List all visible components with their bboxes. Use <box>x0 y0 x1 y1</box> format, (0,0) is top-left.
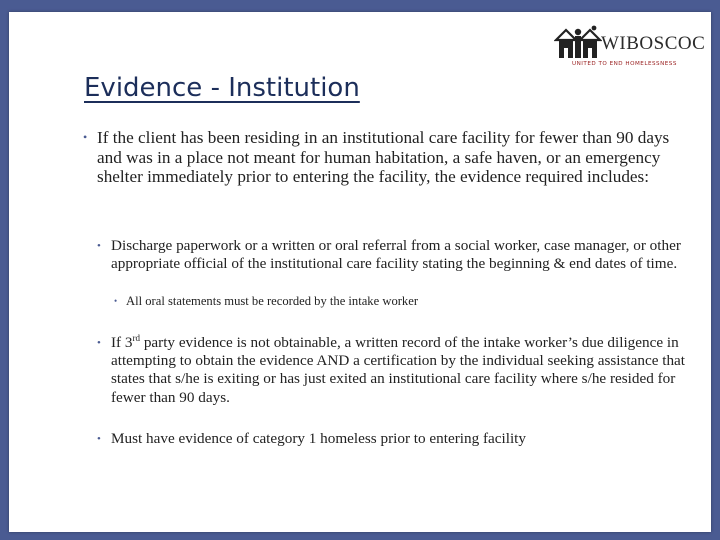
main-bullet-text: If the client has been residing in an institutional care facility for fewer than 90 days and was in a place not meant for human habitation, a safe haven, or an emergency shelter immediately prior to entering the facility, the evidence required includes: <box>97 128 670 186</box>
sub-bullet-category <box>97 430 686 448</box>
third-party-text-rest: party evidence is not obtainable, a written record of the intake worker’s due diligence in attempting to obtain the evidence AND a certification by the individual seeking assistance that states that s/he is exiting or has just exited an institutional care facility where s/he resided for fewer than 90 days. <box>111 334 686 406</box>
bullet-dot: • <box>97 433 101 445</box>
bullet-dot: • <box>97 337 101 349</box>
sub-bullet-discharge <box>97 237 686 273</box>
bullet-dot: • <box>97 240 101 252</box>
logo-tagline: UNITED TO END HOMELESSNESS <box>572 61 677 67</box>
logo <box>554 22 714 74</box>
slide-title: Evidence - Institution <box>84 73 360 103</box>
sub-bullet-third-party <box>97 332 686 407</box>
third-party-superscript: rd <box>132 332 141 343</box>
houses-with-people-logo-icon <box>554 22 602 62</box>
sub-sub-bullet-oral-note <box>114 293 686 309</box>
bullet-dot: • <box>114 296 118 306</box>
sub-bullet-discharge-text: Discharge paperwork or a written or oral referral from a social worker, case manager, or other appropriate official of the institutional care facility stating the beginning & end dates of time. <box>111 237 681 273</box>
slide <box>9 12 711 532</box>
third-party-text-prefix: If 3 <box>111 334 133 351</box>
bullet-dot: • <box>83 130 88 144</box>
category-text: Must have evidence of category 1 homeless prior to entering facility <box>111 430 526 447</box>
main-bullet <box>83 128 687 187</box>
logo-name: WIBOSCOC <box>601 33 706 54</box>
oral-note-text: All oral statements must be recorded by the intake worker <box>126 294 419 308</box>
